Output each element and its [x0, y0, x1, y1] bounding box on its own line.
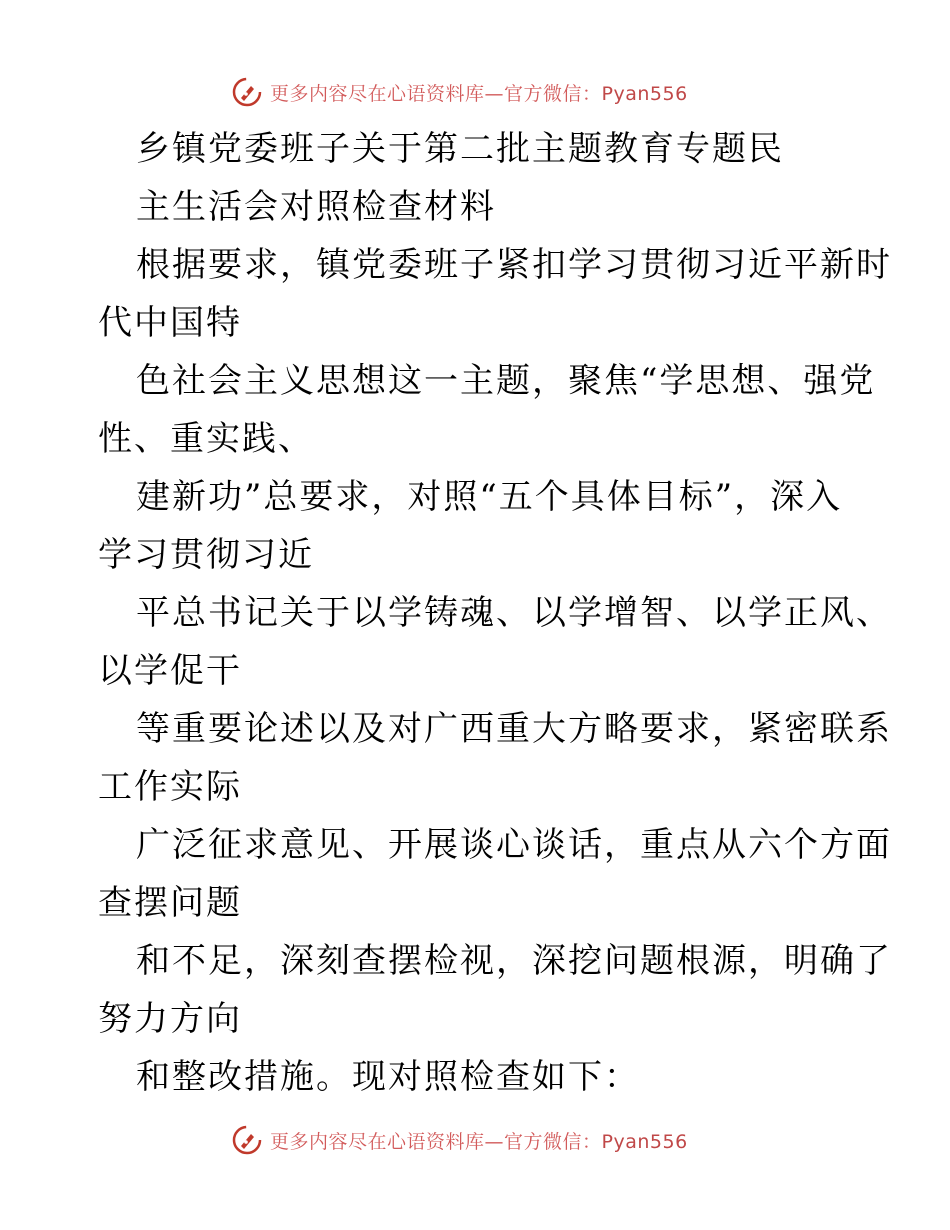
text-line: 乡镇党委班子关于第二批主题教育专题民 [136, 129, 784, 169]
text-line: 查摆问题 [98, 883, 242, 923]
footer-watermark [232, 1120, 732, 1160]
text-line: 主生活会对照检查材料 [136, 187, 496, 227]
text-line: 平总书记关于以学铸魂、以学增智、以学正风、 [136, 593, 892, 633]
document-body [98, 120, 892, 1106]
text-line: 根据要求，镇党委班子紧扣学习贯彻习近平新时 [136, 245, 892, 285]
watermark-wechat-id: Pyan556 [601, 82, 688, 105]
header-watermark [232, 72, 732, 112]
text-line: 性、重实践、 [98, 419, 314, 459]
text-line: 和不足，深刻查摆检视，深挖问题根源，明确了 [136, 941, 892, 981]
text-line: 代中国特 [98, 303, 242, 343]
text-line: 以学促干 [98, 651, 242, 691]
pen-nib-logo-icon [232, 77, 262, 107]
text-line: 学习贯彻习近 [98, 535, 314, 575]
text-line: 努力方向 [98, 999, 242, 1039]
watermark-text: 更多内容尽在心语资料库—官方微信： [270, 82, 602, 105]
text-line: 等重要论述以及对广西重大方略要求，紧密联系 [136, 709, 892, 749]
watermark-wechat-id: Pyan556 [601, 1130, 688, 1153]
watermark-text: 更多内容尽在心语资料库—官方微信： [270, 1130, 602, 1153]
text-line: 工作实际 [98, 767, 242, 807]
pen-nib-logo-icon [232, 1125, 262, 1155]
text-line: 广泛征求意见、开展谈心谈话，重点从六个方面 [136, 825, 892, 865]
text-line: 和整改措施。现对照检查如下： [136, 1057, 640, 1097]
text-line: 色社会主义思想这一主题，聚焦“学思想、强党 [136, 361, 876, 401]
text-line: 建新功”总要求，对照“五个具体目标”，深入 [136, 477, 843, 517]
